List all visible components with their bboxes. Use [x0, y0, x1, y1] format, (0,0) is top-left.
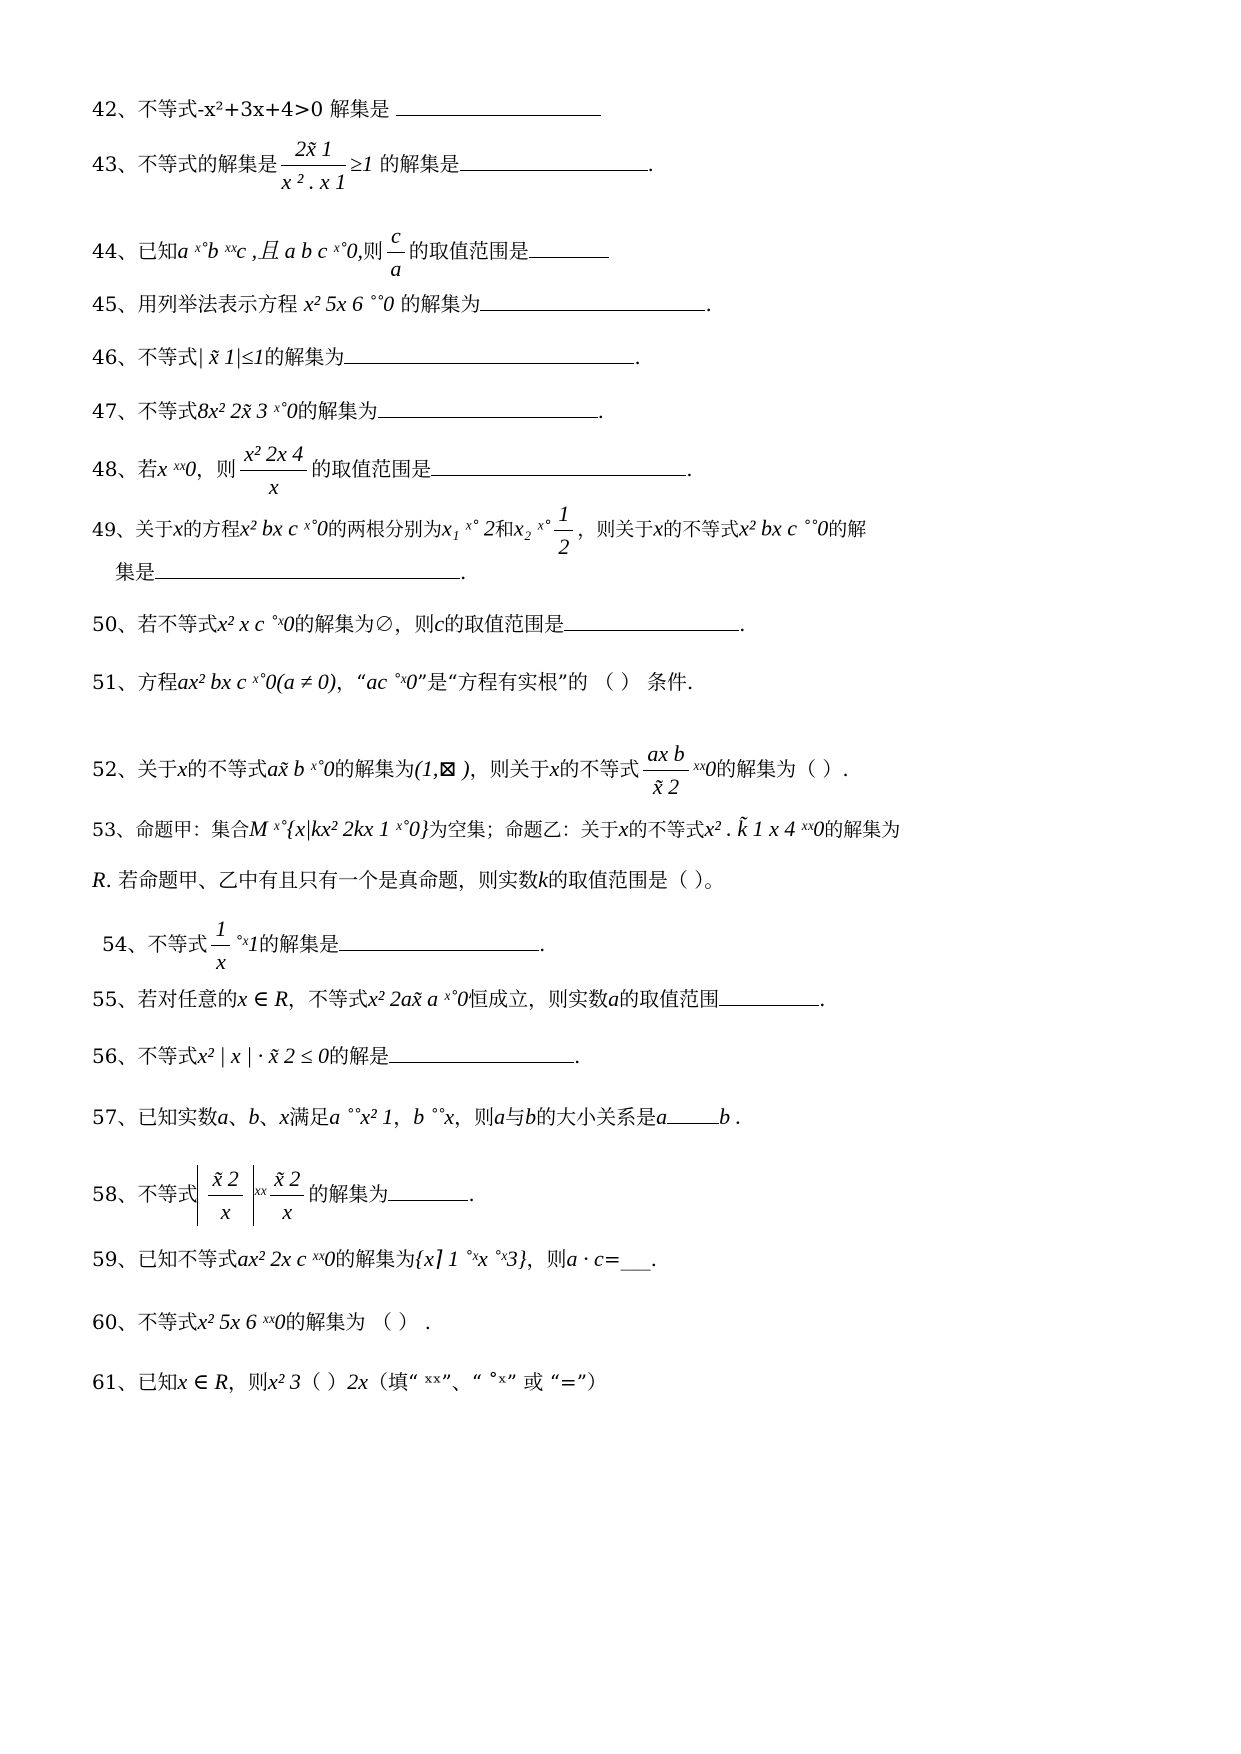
math-expression: a ˚˚x² 1 [329, 1104, 394, 1129]
question-text: 的取值范围是 [408, 239, 529, 263]
question-text: ，“ [336, 670, 367, 694]
math-expression: R [92, 867, 106, 892]
answer-blank[interactable] [719, 987, 819, 1006]
fraction-denominator: x [282, 1199, 293, 1224]
fraction [240, 440, 307, 501]
fraction [208, 1165, 242, 1226]
question-text: 、 [259, 1105, 280, 1129]
question-text: 已知 [137, 239, 178, 263]
question-number: 49、 [92, 518, 136, 541]
math-expression: {x⌉ 1 ˚ˣx ˚ˣ3} [415, 1246, 527, 1271]
question-text: 的解集为 （ ） . [285, 1310, 431, 1334]
math-expression: x₂ ˣ˚ [513, 515, 551, 541]
question-text: 不等式 [137, 345, 198, 369]
fraction [281, 135, 346, 196]
math-expression: x² bx c ˚˚0 [739, 515, 829, 541]
answer-blank[interactable] [460, 152, 648, 171]
question-text: ， [393, 1105, 414, 1129]
fraction-denominator: x [268, 474, 279, 499]
question-number: 60、 [92, 1310, 138, 1334]
question-48: 48、若x ˣˣ0，则 $\frac{\text{x² 2x 4}}{x}$ 的取值范围是 . [92, 441, 693, 499]
question-47: 47、不等式8x² 2x̃ 3 ˣ˚0的解集为 . [92, 398, 604, 423]
question-text: 的解集为 [264, 345, 345, 369]
answer-blank[interactable] [389, 1044, 574, 1063]
fraction [554, 500, 573, 561]
question-number: 51、 [92, 670, 138, 694]
question-text: 不等式 [137, 1310, 198, 1334]
answer-blank[interactable] [667, 1105, 719, 1124]
fraction-numerator: 1 [211, 915, 230, 946]
question-text: 集是 [115, 560, 155, 584]
question-text: （填“ ˣˣ”、“ ˚ˣ” 或 “=”） [367, 1370, 607, 1394]
question-53-continued [92, 866, 724, 894]
math-expression: x ∈ R [237, 986, 288, 1011]
question-text: 的解集是 [259, 932, 339, 956]
fraction-denominator: a [390, 256, 402, 281]
question-text: ，则 [454, 1105, 495, 1129]
question-46: 46、不等式| x̃ 1|≤1的解集为 . [92, 344, 641, 369]
fraction-denominator: x̃ 2 [652, 774, 680, 799]
question-number: 52、 [92, 757, 138, 781]
fraction [643, 740, 688, 801]
question-text: 、 [228, 1105, 249, 1129]
question-number: 47、 [92, 399, 138, 423]
fraction-denominator: x [216, 949, 226, 974]
question-number: 58、 [92, 1182, 138, 1206]
question-text: ，不等式 [287, 987, 368, 1011]
question-number: 53、 [92, 819, 136, 841]
question-text: 的解集为 [335, 1247, 416, 1271]
answer-blank[interactable] [378, 399, 598, 418]
fraction-numerator: 1 [554, 500, 573, 531]
question-59 [92, 1245, 657, 1273]
question-text: 满足 [289, 1105, 330, 1129]
fraction-numerator: c [387, 222, 405, 253]
math-expression: x [279, 1104, 290, 1129]
math-expression: a [217, 1104, 229, 1129]
question-text: 的不等式 [663, 518, 740, 541]
math-expression: ax² bx c ˣ˚0(a ≠ 0) [177, 669, 337, 694]
question-text: 和 [494, 518, 514, 541]
math-expression: x² 2ax̃ a ˣ˚0 [367, 986, 469, 1011]
question-text: （ ） [300, 1370, 348, 1394]
fraction-numerator: x̃ 2 [208, 1165, 242, 1196]
question-text: 的方程 [182, 518, 240, 541]
math-expression: x [618, 816, 629, 841]
math-expression: ≥1 [350, 151, 374, 176]
question-61 [92, 1368, 607, 1396]
fraction [270, 1165, 304, 1226]
math-expression: x [549, 756, 560, 781]
math-expression: x² bx c ˣ˚0 [239, 515, 328, 541]
math-expression: x² . k̃ 1 x 4 ˣˣ0 [704, 816, 825, 841]
math-expression: ac ˚ˣ0 [366, 669, 418, 694]
question-text: 的取值范围 [619, 987, 720, 1011]
absolute-value [197, 1165, 253, 1226]
question-text: 命题甲：集合 [135, 819, 250, 841]
question-text: ，则关于 [577, 518, 654, 541]
question-text: 关于 [137, 757, 178, 781]
fraction-numerator: ax b [643, 740, 688, 771]
question-52 [92, 740, 849, 801]
question-60 [92, 1308, 431, 1336]
question-number: 50、 [92, 612, 138, 636]
question-text: 若不等式 [137, 612, 218, 636]
answer-blank[interactable] [388, 1182, 468, 1201]
question-text: ，则 [227, 1370, 268, 1394]
math-expression: c [434, 611, 445, 636]
question-text: 已知 [137, 1370, 178, 1394]
question-number: 59、 [92, 1247, 138, 1271]
question-number: 57、 [92, 1105, 138, 1129]
question-text: 若对任意的 [137, 987, 238, 1011]
math-expression: a · c [566, 1246, 604, 1271]
question-number: 61、 [92, 1370, 138, 1394]
question-text: 不等式-x²+3x+4>0 解集是 [137, 97, 390, 121]
question-number: 46、 [92, 345, 138, 369]
question-text: 的解集为 [297, 399, 378, 423]
answer-blank[interactable] [431, 457, 686, 476]
question-number: 54、 [102, 932, 148, 956]
math-expression: x² 5x 6 ˣˣ0 [197, 1309, 286, 1334]
question-text: 的解集为 [400, 292, 481, 316]
math-expression: M ˣ˚{x|kx² 2kx 1 ˣ˚0} [249, 816, 429, 841]
math-expression: 2x [347, 1369, 368, 1394]
question-text: 的解是 [329, 1044, 390, 1068]
math-expression: b [248, 1104, 260, 1129]
question-text: ，则关于 [469, 757, 550, 781]
question-number: 44、 [92, 239, 138, 263]
math-expression: ˣˣ0 [692, 756, 717, 781]
question-text: 的解 [828, 518, 867, 541]
question-text: 已知实数 [137, 1105, 218, 1129]
question-text: 的不等式 [559, 757, 640, 781]
math-expression: b [525, 1104, 537, 1129]
math-expression: ˣˣ [253, 1181, 267, 1206]
question-44 [92, 222, 609, 283]
math-expression: 8x² 2x̃ 3 ˣ˚0 [197, 398, 298, 423]
question-57 [92, 1103, 741, 1131]
math-expression: k [538, 867, 548, 892]
question-text: 的取值范围是（ ）。 [547, 868, 725, 892]
question-text: 与 [505, 1105, 526, 1129]
math-expression: b ˚˚x [413, 1104, 455, 1129]
question-text: ”是“方程有实根”的 （ ） 条件. [417, 670, 694, 694]
question-42 [92, 95, 601, 123]
answer-blank[interactable] [339, 932, 539, 951]
math-expression: x [173, 515, 183, 541]
question-55: 55、若对任意的x ∈ R，不等式x² 2ax̃ a ˣ˚0恒成立，则实数a的取值范围 . [92, 986, 826, 1011]
question-text: =___. [603, 1247, 657, 1271]
fraction-numerator: x̃ 2 [270, 1165, 304, 1196]
question-number: 55、 [92, 987, 138, 1011]
question-text: 用列举法表示方程 [137, 292, 298, 316]
question-text: 不等式 [137, 1044, 198, 1068]
fraction [211, 915, 230, 976]
fraction-denominator: x ² . x 1 [281, 169, 347, 194]
math-expression: a [656, 1104, 668, 1129]
question-49 [92, 500, 866, 561]
question-text: 不等式 [147, 932, 208, 956]
question-text: 的不等式 [187, 757, 268, 781]
question-text: 则 [362, 239, 383, 263]
question-text: 方程 [137, 670, 178, 694]
math-expression: x ∈ R [177, 1369, 228, 1394]
answer-blank[interactable] [396, 97, 601, 116]
math-expression: x [653, 515, 664, 541]
question-text: 关于 [135, 518, 174, 541]
question-text: 的不等式 [628, 819, 705, 841]
math-expression: ˚ˣ1 [234, 931, 259, 956]
fraction-denominator: 2 [558, 534, 570, 559]
math-expression: x² | x | · x̃ 2 ≤ 0 [197, 1043, 330, 1068]
math-expression: a [494, 1104, 506, 1129]
math-expression: x² x c ˚ˣ0 [217, 611, 295, 636]
question-number: 48、 [92, 457, 138, 481]
answer-blank[interactable] [480, 292, 705, 311]
answer-blank[interactable] [155, 560, 460, 579]
answer-blank[interactable] [529, 239, 609, 258]
question-text: 的解集为（ ）. [716, 757, 849, 781]
math-expression: | x̃ 1|≤1 [197, 344, 265, 369]
fraction-numerator: 2x̃ 1 [281, 135, 346, 166]
question-53 [92, 815, 900, 844]
question-text: 的解集为 [824, 819, 901, 841]
answer-blank[interactable] [344, 345, 634, 364]
question-text: 的两根分别为 [327, 518, 442, 541]
question-number: 56、 [92, 1044, 138, 1068]
fraction-denominator: x [220, 1199, 231, 1224]
math-expression: b . [719, 1104, 742, 1129]
question-54: 54、不等式 $\frac{1}{x}$ ˚ˣ1的解集是 . [102, 916, 546, 974]
question-text: ，则 [196, 457, 237, 481]
question-text: 已知不等式 [137, 1247, 238, 1271]
answer-blank[interactable] [564, 612, 739, 631]
question-text: 的取值范围是 [311, 457, 432, 481]
question-text: 恒成立，则实数 [468, 987, 609, 1011]
question-text: 的解集是 [373, 152, 460, 176]
question-text: 的解集为 [308, 1182, 389, 1206]
question-50: 50、若不等式x² x c ˚ˣ0的解集为∅，则c的取值范围是 . [92, 611, 746, 636]
question-text: 的解集为∅，则 [294, 612, 435, 636]
math-expression: x₁ ˣ˚ 2 [441, 515, 495, 541]
question-49-continued: 集是 . [115, 560, 467, 584]
question-text: 若 [137, 457, 158, 481]
question-58: 58、不等式 $\frac{x̃ 2}{x}$ ˣˣ $\frac{x̃ 2}{x}$ 的解集为 . [92, 1166, 475, 1224]
math-expression: x² 3 [267, 1369, 301, 1394]
question-text: ，则 [526, 1247, 567, 1271]
math-expression: x ˣˣ0 [157, 456, 197, 481]
question-text: 不等式 [137, 399, 198, 423]
math-expression: ax̃ b ˣ˚0 [267, 756, 335, 781]
question-51 [92, 668, 693, 696]
question-text: 的取值范围是 [444, 612, 565, 636]
question-text: 为空集；命题乙：关于 [428, 819, 619, 841]
math-expression: x [177, 756, 188, 781]
question-number: 43、 [92, 152, 138, 176]
fraction-numerator: x² 2x 4 [240, 440, 307, 471]
math-expression: x² 5x 6 ˚˚0 [303, 291, 395, 316]
question-text: 不等式 [137, 1182, 198, 1206]
question-43: 43、不等式的解集是 $\frac{2x̃ 1}{\text{x ² . x 1}}$ ≥1 的解集是 . [92, 136, 654, 194]
fraction [387, 222, 405, 283]
math-expression: a ˣ˚b ˣˣc ,且 a b c ˣ˚0, [177, 238, 363, 263]
question-text: 的大小关系是 [536, 1105, 657, 1129]
question-45: 45、用列举法表示方程 x² 5x 6 ˚˚0 的解集为 . [92, 291, 712, 316]
math-expression: (1,⊠ ) [414, 756, 470, 781]
question-number: 45、 [92, 292, 138, 316]
math-expression: ax² 2x c ˣˣ0 [237, 1246, 336, 1271]
question-text: 的解集为 [334, 757, 415, 781]
question-text: . 若命题甲、乙中有且只有一个是真命题，则实数 [105, 868, 539, 892]
question-text: 不等式的解集是 [137, 152, 278, 176]
math-expression: a [608, 986, 620, 1011]
question-number: 42、 [92, 97, 138, 121]
question-56: 56、不等式x² | x | · x̃ 2 ≤ 0的解是 . [92, 1043, 581, 1068]
